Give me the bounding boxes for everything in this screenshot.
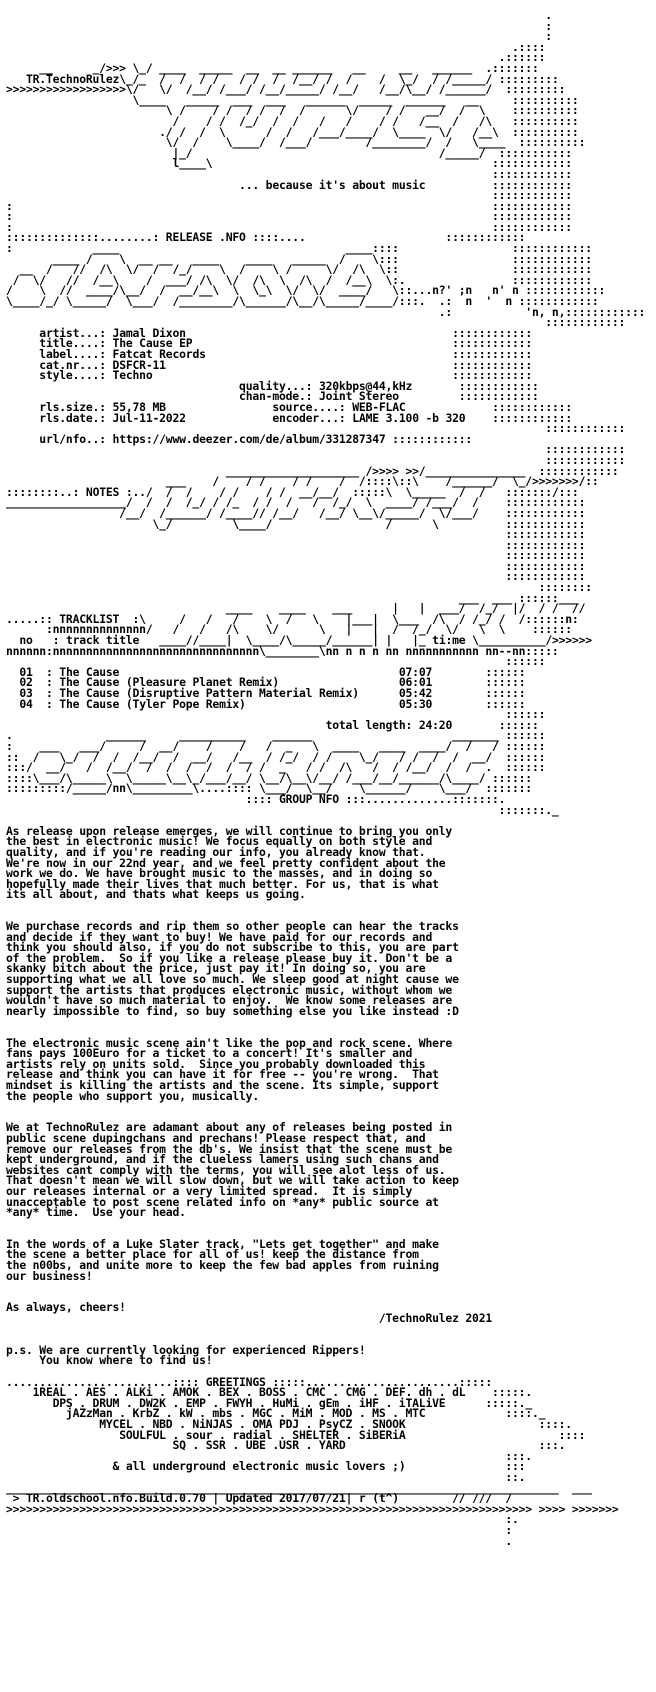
greetings-line-2: DPS . DRUM . DW2K . EMP . FWYH . HuMi . gEm . iHF . iTALiVE	[52, 1395, 446, 1410]
track-03-title: The Cause (Disruptive Pattern Material Remix)	[59, 686, 359, 700]
size-value: 55,78 MB	[112, 399, 166, 414]
encoder-value: LAME 3.100 -b 320	[352, 410, 466, 425]
track-01-title: The Cause	[59, 664, 120, 679]
catnr-value: DSFCR-11	[112, 357, 166, 372]
group-paragraph-4: We at TechnoRulez are adamant about any of releases being posted in public scene dupingchans and prechans! Please respect that, and remove our releases from the db's. We insist that the scene must be kept underground, and if the clueless lamers using such chans and websites cant comply with the terms, you will see alot less of us. That doesn't mean we will slow down, but we will take action to keep our releases internal or a very limited spread. It is simply unacceptable to post scene related info on *any* public source at *any* time. Use your head.	[6, 1120, 459, 1220]
artist-value: Jamal Dixon	[112, 325, 186, 340]
track-03-time: 05:42	[398, 686, 433, 700]
total-value: 24:20	[418, 717, 453, 732]
col-time: ti:me	[432, 633, 466, 648]
notes-label: NOTES	[85, 484, 120, 499]
track-02-title: The Cause (Pleasure Planet Remix)	[59, 675, 280, 690]
greetings-line-3: jAZzMan . KrbZ . kW . mbs . MGC . MiM . MOD . MS . MTC	[65, 1406, 426, 1421]
source-value: WEB-FLAC	[352, 399, 406, 414]
total-label: total length:	[325, 717, 413, 732]
group-tag: TR.TechnoRulez	[25, 71, 120, 86]
track-01-time: 07:07	[398, 664, 433, 679]
col-title: track title	[65, 633, 140, 648]
track-01-no: 01	[19, 664, 33, 679]
label-value: Fatcat Records	[112, 347, 206, 361]
greetings-line-4: MYCEL . NBD . NiNJAS . OMA PDJ . PsyCZ . SNOOK	[99, 1416, 406, 1431]
chanmode-value: Joint Stereo	[318, 389, 399, 404]
footer-sig: r (t^)	[358, 1491, 399, 1506]
track-04-time: 05:30	[398, 696, 433, 711]
col-no: no	[19, 633, 33, 648]
nfo-document: . : : .:::: .:::::: __ _/>>> \_/ ____ _____ __ __ ______ __ __ ______ .::::::: TR.TechnoRulez\_/_ / / / / / / / /__/ / / / \_/ / /_____/ ::::::::: >>>>>>>>>>>>>>>>>>\/ \/ /__/ /___/ /__/_____/ /__/ /__/\__/ /______/ ::::::::: \____ _____ ___ ___ ______ _____ ______ __ :::::::::: \ / / / / / / / \/ / / __/ / \ :::::::::: / / / /_/ / / / / / / /__ / /\ :::::::::: ./ / / \ / / /___/____/ \____ \/ /__\ :::::::::: \/ / \____/ /___/ /________/ / \____ :::::::::: |_/ /_____/ ::::::::::: l____\ :::::::::::: :::::::::::: ... because it's about music :::::::::::: :::::::::::: : :::::::::::: : :::::::::::: : :::::::::::: ::::::::::::::........: RELEASE .NFO ::::.... :::::::::::: : ____ ____:::: :::::::::::: ____ / \ __ __ ____ ____ _____ / \::: :::::::::::: __ / // /\ \/ / /_/ \ / \ / \/ /\ \:: :::::::::::: / \/ // /__\ / ___/ /\ \/ /\ \ /\ / /__\ \:. :::::::::::: / \ // ____/\__/ / __/__\ \ \_\ \/ \/ ____/ \::...n?' ;n n' n :::::::::::: \____/_/ \_____/ \___/ /________/\______/\__/\_____/____/:::. .: n ' n :::::::::::: .: 'n, n,:::::::::::: :::::::::::: artist...: Jamal Dixon :::::::::::: title....: The Cause EP :::::::::::: label....: Fatcat Records :::::::::::: cat.nr...: DSFCR-11 :::::::::::: style....: Techno :::::::::::: quality...: 320kbps@44,kHz :::::::::::: chan-mode.: Joint Stereo :::::::::::: rls.size.: 55,78 MB source....: WEB-FLAC :::::::::::: rls.date.: Jul-11-2022 encoder...: LAME 3.100 -b 320 :::::::::::: :::::::::::: url/nfo..: https://www.deezer.com/de/album/331287347 :::::::::::: :::::::::::: :::::::::::: ____________________ />>>> >>/_______________ :::::::::::: ___ / / / / / / /::::\::\ /______/ \_/>>>>>>>/:: ::::::::..: NOTES :../ / / / / / / __/__/ :::::\ \_____ / / :::::::/::: __________________/ / / /_/ / /_ / / / / /_/ \ ____/ /___/ / :::::::::::: /__/ /______/ /____// /__/ /__/ \__\/_____/ \/___/ :::::::::::: \_/ \____/ / \ :::::::::::: :::::::::::: :::::::::::: :::::::::::: :::::::::::: :::::::::::: :::::::: ___ ___ ::::::___ ____ ____ ___ | | ___/ /_/ |/ / / // .....:: TRACKLIST :\ / / / \ / \ |___| \___ /\ / /_/ / /::::::n: :nnnnnnnnnnnnnn/ / / /\ \/ \ | | / /_/ \/ \ \ :::::: no : track title ____//____| \____/\_____/______| | |_ ti:me \__________/>>>>>> nnnnnn:nnnnnnnnnnnnnnnnnnnnnnnnnnnnnnn\________\nn n n n nn nnnnnnnnnnn nn--nn::::: :::::: 01 : The Cause 07:07 :::::: 02 : The Cause (Pleasure Planet Remix) 06:01 :::::: 03 : The Cause (Disruptive Pattern Material Remix) 05:42 :::::: 04 : The Cause (Tyler Pope Remix) 05:30 :::::: :::::: total length: 24:20 :::::: . ______ __________ ______ _______ :::::: : ___ ___/ / __/ / / / _ \ ____ ____ ____/ / / :::::: :: / \_/ / / /__/ / __/ /__ / /_/ / / \_/ / / / / __/ :::::: :::/ __/ / /__/ / / / / / / / _ / / /\ / / /__/ / / . :::::: ::::\___/\_____\ \_____\__\_/___/__/ \__/\__\/__/ /___/__/______/\____/ :::::: :::::::::/_____/nn\_________\....:::: \___/ \__/ \______/ \___/ ::::::: :::: GROUP NFO :::.............:::::::. :::::::._ As release upon release emerges, we will continue to bring you only the best in electronic music! We focus equally on both style and quality, and if you're reading our info, you already know that. We're now in our 22nd year, and we feel pretty confident about the work we do. We have brought music to the masses, and in doing so hopefully made their lives that much better. For us, that is what its all about, and thats what keeps us going. We purchase records and rip them so other people can hear the tracks and decide if they want to buy! We have paid for our records and think you should also, if you do not subscribe to this, you are part of the problem. So if you like a release please buy it. Don't be a skanky bitch about the price, just pay it! In doing so, you are supporting what we all love so much. We sleep good at night cause we support the artists that produces electronic music, without whom we wouldn't have so much material to enjoy. We know some releases are nearly impossible to find, so buy something else you like instead :D The electronic music scene ain't like the pop and rock scene. Where fans pays 100Euro for a ticket to a concert! It's smaller and artists rely on units sold. Since you probably downloaded this release and think you can have it for free -- you're wrong. That mindset is killing the artists and the scene. Its simple, support the people who support you, musically. We at TechnoRulez are adamant about any of releases being posted in public scene dupingchans and prechans! Please respect that, and remove our releases from the db's. We insist that the scene must be kept underground, and if the clueless lamers using such chans and websites cant comply with the terms, you will see alot less of us. That doesn't mean we will slow down, but we will take action to keep our releases internal or a very limited spread. It is simply unacceptable to post scene related info on *any* public source at *any* time. Use your head. In the words of a Luke Slater track, "Lets get together" and make the scene a better place for all of us! keep the distance from the n00bs, and unite more to keep the few bad apples from ruining our business! As always, cheers! /TechnoRulez 2021 p.s. We are currently looking for experienced Rippers! You know where to find us! .........................:::: GREETINGS :::::.......................::::: 1REAL . AES . ALKi . AMOK . BEX . BOSS . CMC . CMG . DEF. dh . dL :::::. DPS . DRUM . DW2K . EMP . FWYH . HuMi . gEm . iHF . iTALiVE :::::._ jAZzMan . KrbZ . kW . mbs . MGC . MiM . MOD . MS . MTC ::::._ MYCEL . NBD . NiNJAS . OMA PDJ . PsyCZ . SNOOK ::::. SOULFUL . sour . radial . SHELTER . SiBERiA :::: SQ . SSR . UBE .USR . YARD :::. :::. & all underground electronic music lovers ;) ::: ::. ___________________________________________________________________________________ ___ > TR.oldschool.nfo.Build.0.70 | Updated 2017/07/21| r (t^) // /// / >>>>>>>>>>>>>>>>>>>>>>>>>>>>>>>>>>>>>>>>>>>>>>>>>>>>>>>>>>>>>>>>>>>>>>>>>>>>>>> >>>> >>>>>>> :. : .	[6, 8, 646, 1548]
title-value: The Cause EP	[112, 336, 193, 351]
signature: /TechnoRulez 2021	[378, 1311, 493, 1326]
quality-value: 320kbps@44,kHz	[318, 378, 413, 393]
greetings-label: GREETINGS	[205, 1374, 266, 1389]
group-paragraph-3: The electronic music scene ain't like the pop and rock scene. Where fans pays 100Euro for a ticket to a concert! It's smaller and artists rely on units sold. Since you probably downloaded this release and think you can have it for free -- you're wrong. That mindset is killing the artists and the scene. Its simple, support the people who support you, musically.	[6, 1035, 453, 1103]
greetings-line-6: SQ . SSR . UBE .USR . YARD	[172, 1438, 346, 1453]
track-04-no: 04	[19, 696, 33, 711]
tagline: ... because it's about music	[239, 177, 426, 192]
footer-build: TR.oldschool.nfo.Build.0.70	[25, 1491, 206, 1506]
track-03-no: 03	[19, 686, 33, 700]
track-02-no: 02	[19, 675, 33, 690]
track-04-title: The Cause (Tyler Pope Remix)	[59, 696, 246, 711]
greetings-closing: & all underground electronic music lovers ;)	[112, 1459, 406, 1474]
greetings-line-1: 1REAL . AES . ALKi . AMOK . BEX . BOSS . CMC . CMG . DEF. dh . dL	[32, 1385, 466, 1400]
date-value: Jul-11-2022	[112, 410, 186, 425]
tracklist-label: TRACKLIST	[59, 611, 120, 626]
postscript: p.s. We are currently looking for experienced Rippers! You know where to find us!	[6, 1342, 366, 1368]
group-nfo-label: GROUP NFO	[278, 791, 339, 806]
style-value: Techno	[112, 368, 153, 383]
group-paragraph-2: We purchase records and rip them so other people can hear the tracks and decide if they want to buy! We have paid for our records and think you should also, if you do not subscribe to this, you are part of the problem. So if you like a release please buy it. Don't be a skanky bitch about the price, just pay it! In doing so, you are supporting what we all love so much. We sleep good at night cause we support the artists that produces electronic music, without whom we wouldn't have so much material to enjoy. We know some releases are nearly impossible to find, so buy something else you like instead :D	[6, 919, 459, 1018]
url-value[interactable]: https://www.deezer.com/de/album/331287347	[112, 431, 386, 446]
track-02-time: 06:01	[398, 675, 433, 690]
footer-updated: Updated 2017/07/21	[225, 1491, 346, 1506]
group-paragraph-6: As always, cheers!	[6, 1300, 126, 1315]
group-paragraph-1: As release upon release emerges, we will continue to bring you only the best in electronic music! We focus equally on both style and quality, and if you're reading our info, you already know that. We're now in our 22nd year, and we feel pretty confident about the work we do. We have brought music to the masses, and in doing so hopefully made their lives that much better. For us, that is what its all about, and thats what keeps us going.	[6, 823, 453, 902]
greetings-line-5: SOULFUL . sour . radial . SHELTER . SiBERiA	[119, 1427, 406, 1442]
release-nfo-label: RELEASE .NFO	[165, 230, 246, 245]
group-paragraph-5: In the words of a Luke Slater track, "Lets get together" and make the scene a better place for all of us! keep the distance from the n00bs, and unite more to keep the few bad apples from ruining our business!	[6, 1236, 439, 1283]
